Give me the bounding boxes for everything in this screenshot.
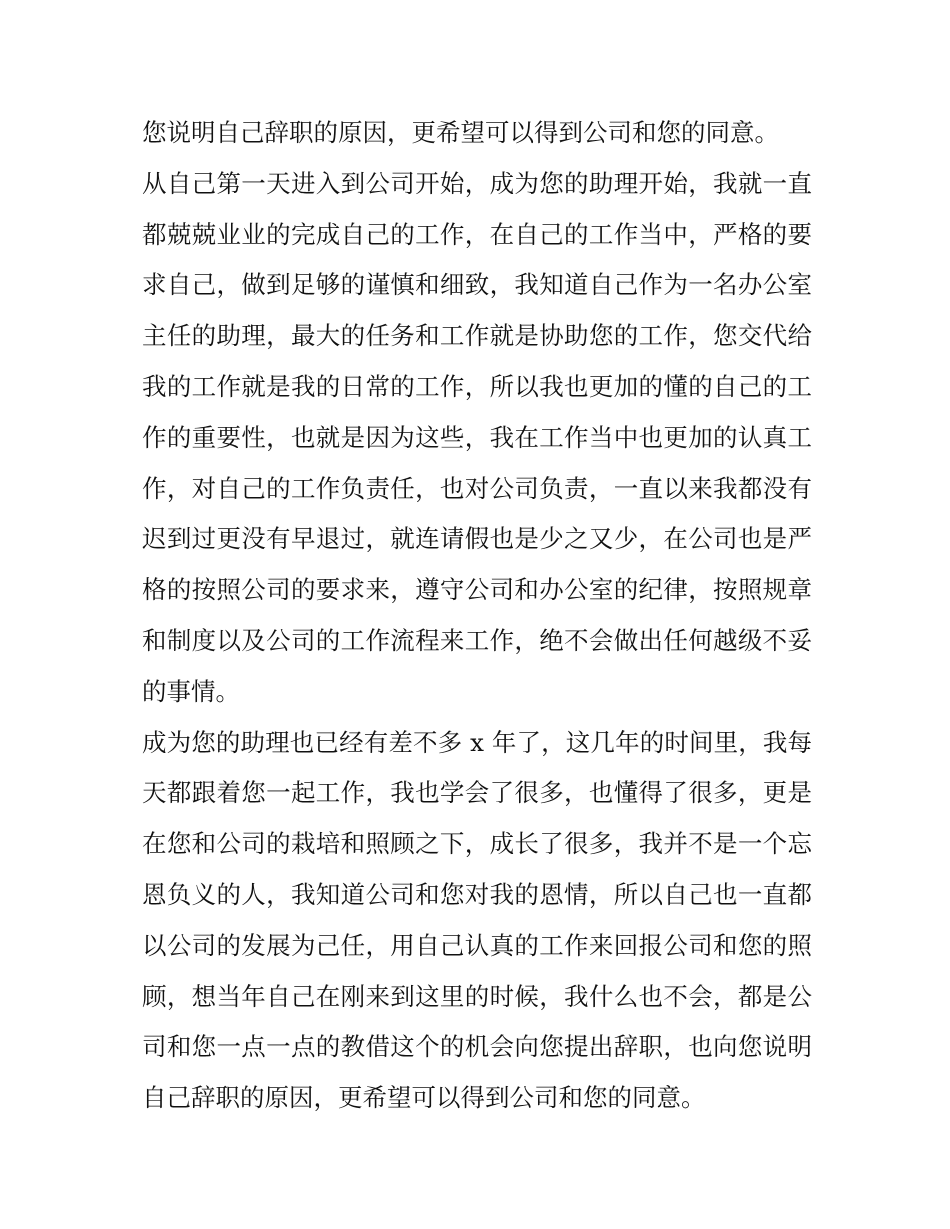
body-text bbox=[142, 108, 812, 1124]
text-line: 主任的助理，最大的任务和工作就是协助您的工作，您交代给 bbox=[142, 321, 812, 351]
text-line: 都兢兢业业的完成自己的工作，在自己的工作当中，严格的要 bbox=[142, 219, 812, 249]
text-line: 您说明自己辞职的原因，更希望可以得到公司和您的同意。 bbox=[142, 118, 779, 147]
text-line: 作的重要性，也就是因为这些，我在工作当中也更加的认真工 bbox=[142, 422, 812, 452]
text-line: 作，对自己的工作负责任，也对公司负责，一直以来我都没有 bbox=[142, 473, 812, 503]
text-line: 自己辞职的原因，更希望可以得到公司和您的同意。 bbox=[142, 1083, 706, 1113]
text-line: 求自己，做到足够的谨慎和细致，我知道自己作为一名办公室 bbox=[142, 270, 812, 300]
text-line: 成为您的助理也已经有差不多 x 年了，这几年的时间里，我每 bbox=[142, 727, 812, 757]
text-line: 和制度以及公司的工作流程来工作，绝不会做出任何越级不妥 bbox=[142, 625, 812, 655]
text-line: 顾，想当年自己在刚来到这里的时候，我什么也不会，都是公 bbox=[142, 981, 812, 1011]
text-line: 我的工作就是我的日常的工作，所以我也更加的懂的自己的工 bbox=[142, 371, 812, 401]
text-line: 在您和公司的栽培和照顾之下，成长了很多，我并不是一个忘 bbox=[142, 829, 812, 859]
text-line: 天都跟着您一起工作，我也学会了很多，也懂得了很多，更是 bbox=[142, 778, 812, 808]
text-line: 以公司的发展为己任，用自己认真的工作来回报公司和您的照 bbox=[142, 930, 812, 960]
text-line: 从自己第一天进入到公司开始，成为您的助理开始，我就一直 bbox=[142, 168, 812, 198]
text-line: 的事情。 bbox=[142, 676, 240, 706]
text-line: 司和您一点一点的教借这个的机会向您提出辞职，也向您说明 bbox=[142, 1032, 812, 1062]
text-line: 格的按照公司的要求来，遵守公司和办公室的纪律，按照规章 bbox=[142, 575, 812, 605]
text-line: 迟到过更没有早退过，就连请假也是少之又少，在公司也是严 bbox=[142, 524, 812, 554]
text-line: 恩负义的人，我知道公司和您对我的恩情，所以自己也一直都 bbox=[142, 879, 812, 909]
